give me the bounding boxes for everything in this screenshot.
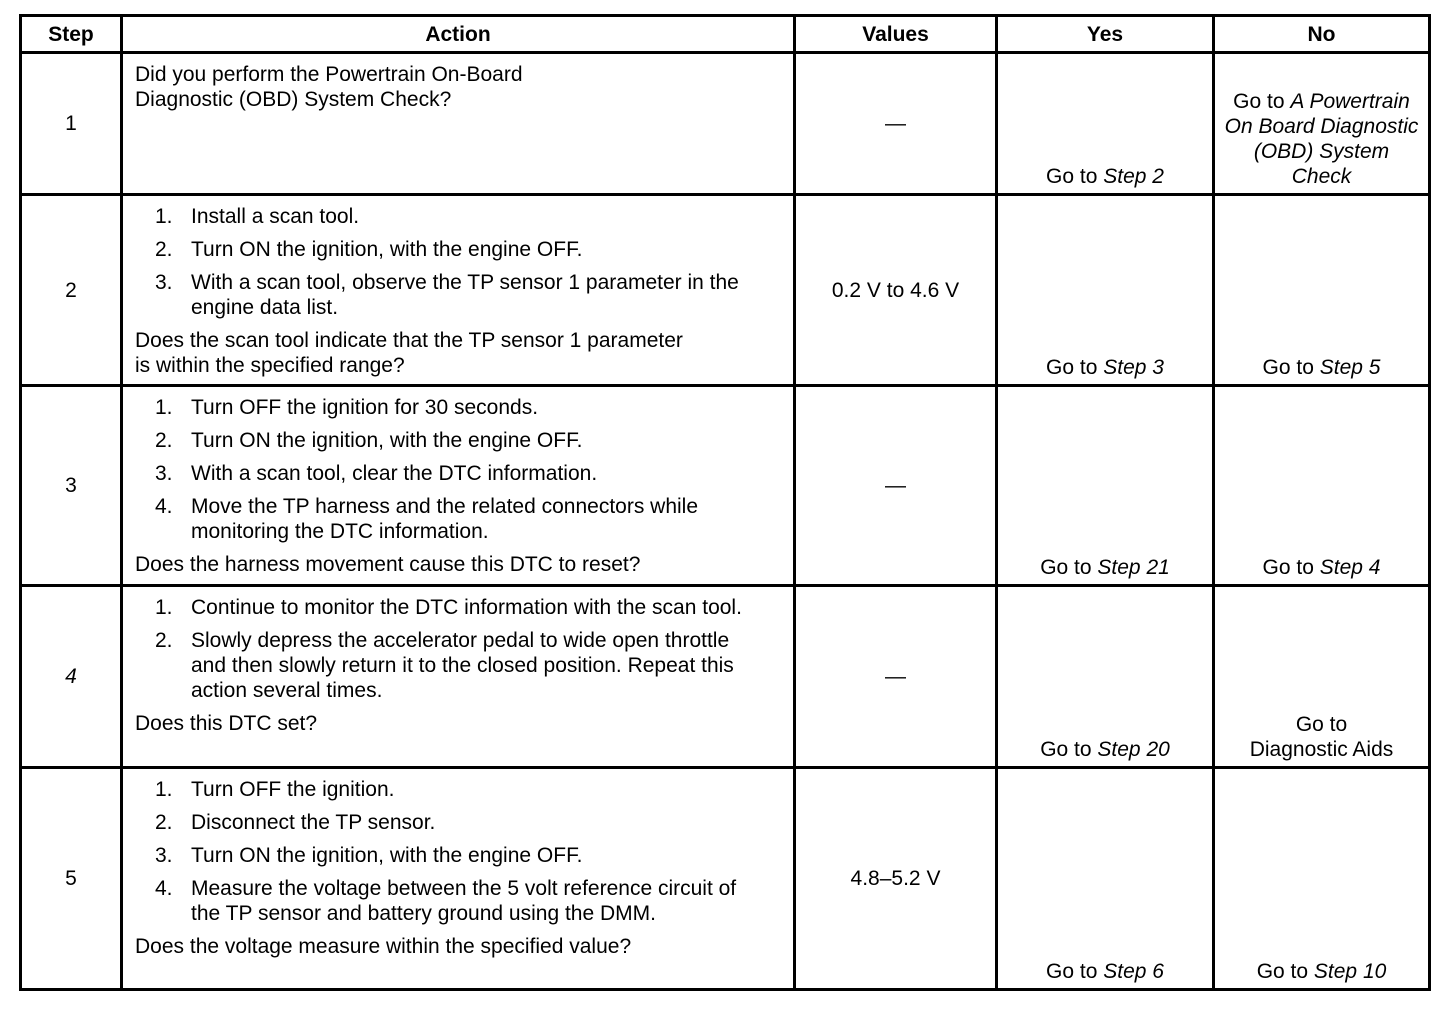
action-cell <box>122 386 795 586</box>
yes-link[interactable]: Step 20 <box>1097 738 1170 761</box>
goto-prefix: Go to <box>1256 960 1309 983</box>
yes-cell <box>997 768 1214 990</box>
table-row <box>21 195 1430 386</box>
yes-cell <box>997 195 1214 386</box>
no-cell <box>1214 768 1430 990</box>
action-item: 2. Slowly depress the accelerator pedal to wide open throttle and then slowly return it to the closed position. Repeat this action several times. <box>155 629 734 702</box>
action-item: 3. Turn ON the ignition, with the engine OFF. <box>155 844 583 867</box>
yes-cell <box>997 586 1214 768</box>
action-item: 3. With a scan tool, clear the DTC information. <box>155 462 598 485</box>
no-link[interactable]: Step 5 <box>1319 356 1381 379</box>
table-row <box>21 386 1430 586</box>
no-link[interactable]: Diagnostic Aids <box>1249 738 1394 761</box>
header-action: Action <box>122 16 795 53</box>
action-question: Did you perform the Powertrain On-Board Diagnostic (OBD) System Check? <box>135 63 523 111</box>
action-item: 1. Turn OFF the ignition for 30 seconds. <box>155 396 539 419</box>
action-item: 2. Turn ON the ignition, with the engine OFF. <box>155 238 583 261</box>
no-link[interactable]: A Powertrain On Board Diagnostic (OBD) System Check <box>1224 90 1419 188</box>
step-number: 2 <box>21 195 122 386</box>
action-cell <box>122 768 795 990</box>
goto-prefix: Go to <box>1040 556 1092 579</box>
header-row <box>21 16 1430 53</box>
action-question: Does the scan tool indicate that the TP sensor 1 parameter is within the specified range? <box>135 329 683 377</box>
action-question: Does the harness movement cause this DTC to reset? <box>135 553 641 576</box>
action-question: Does the voltage measure within the specified value? <box>135 935 632 958</box>
action-cell <box>122 53 795 195</box>
no-link[interactable]: Step 10 <box>1313 960 1387 983</box>
action-item: 1. Install a scan tool. <box>155 205 360 228</box>
no-cell <box>1214 195 1430 386</box>
goto-prefix: Go to <box>1262 556 1314 579</box>
no-cell <box>1214 586 1430 768</box>
diagnostic-table <box>19 14 1431 991</box>
yes-link[interactable]: Step 3 <box>1103 356 1164 379</box>
value-cell: — <box>795 386 997 586</box>
no-cell <box>1214 53 1430 195</box>
goto-prefix: Go to <box>1233 90 1285 113</box>
step-number: 5 <box>21 768 122 990</box>
value-cell: — <box>795 586 997 768</box>
action-item: 2. Turn ON the ignition, with the engine OFF. <box>155 429 583 452</box>
step-number: 1 <box>21 53 122 195</box>
header-yes: Yes <box>997 16 1214 53</box>
header-values: Values <box>795 16 997 53</box>
action-list <box>135 204 779 320</box>
value-cell: — <box>795 53 997 195</box>
header-step: Step <box>21 16 122 53</box>
value-cell: 4.8–5.2 V <box>795 768 997 990</box>
goto-prefix: Go to <box>1295 713 1348 736</box>
action-item: 4. Measure the voltage between the 5 volt reference circuit of the TP sensor and battery ground using the DMM. <box>155 877 737 925</box>
goto-prefix: Go to <box>1262 356 1314 379</box>
action-list <box>135 777 779 926</box>
yes-cell <box>997 386 1214 586</box>
action-list <box>135 595 779 703</box>
step-number: 3 <box>21 386 122 586</box>
table-row <box>21 586 1430 768</box>
action-list <box>135 395 779 544</box>
yes-link[interactable]: Step 2 <box>1103 165 1164 188</box>
step-number: 4 <box>21 586 122 768</box>
table-row <box>21 53 1430 195</box>
goto-prefix: Go to <box>1046 356 1098 379</box>
action-cell <box>122 195 795 386</box>
yes-link[interactable]: Step 21 <box>1097 556 1170 579</box>
action-item: 4. Move the TP harness and the related connectors while monitoring the DTC information. <box>155 495 699 543</box>
action-cell <box>122 586 795 768</box>
goto-prefix: Go to <box>1040 738 1092 761</box>
action-item: 1. Turn OFF the ignition. <box>155 778 395 801</box>
header-no: No <box>1214 16 1430 53</box>
action-item: 2. Disconnect the TP sensor. <box>155 811 436 834</box>
yes-link[interactable]: Step 6 <box>1103 960 1164 983</box>
table-row <box>21 768 1430 990</box>
goto-prefix: Go to <box>1046 165 1098 188</box>
no-link[interactable]: Step 4 <box>1319 556 1381 579</box>
action-item: 1. Continue to monitor the DTC information with the scan tool. <box>155 596 742 619</box>
value-cell: 0.2 V to 4.6 V <box>795 195 997 386</box>
action-question: Does this DTC set? <box>135 712 318 735</box>
action-item: 3. With a scan tool, observe the TP sensor 1 parameter in the engine data list. <box>155 271 739 319</box>
no-cell <box>1214 386 1430 586</box>
yes-cell <box>997 53 1214 195</box>
goto-prefix: Go to <box>1046 960 1098 983</box>
